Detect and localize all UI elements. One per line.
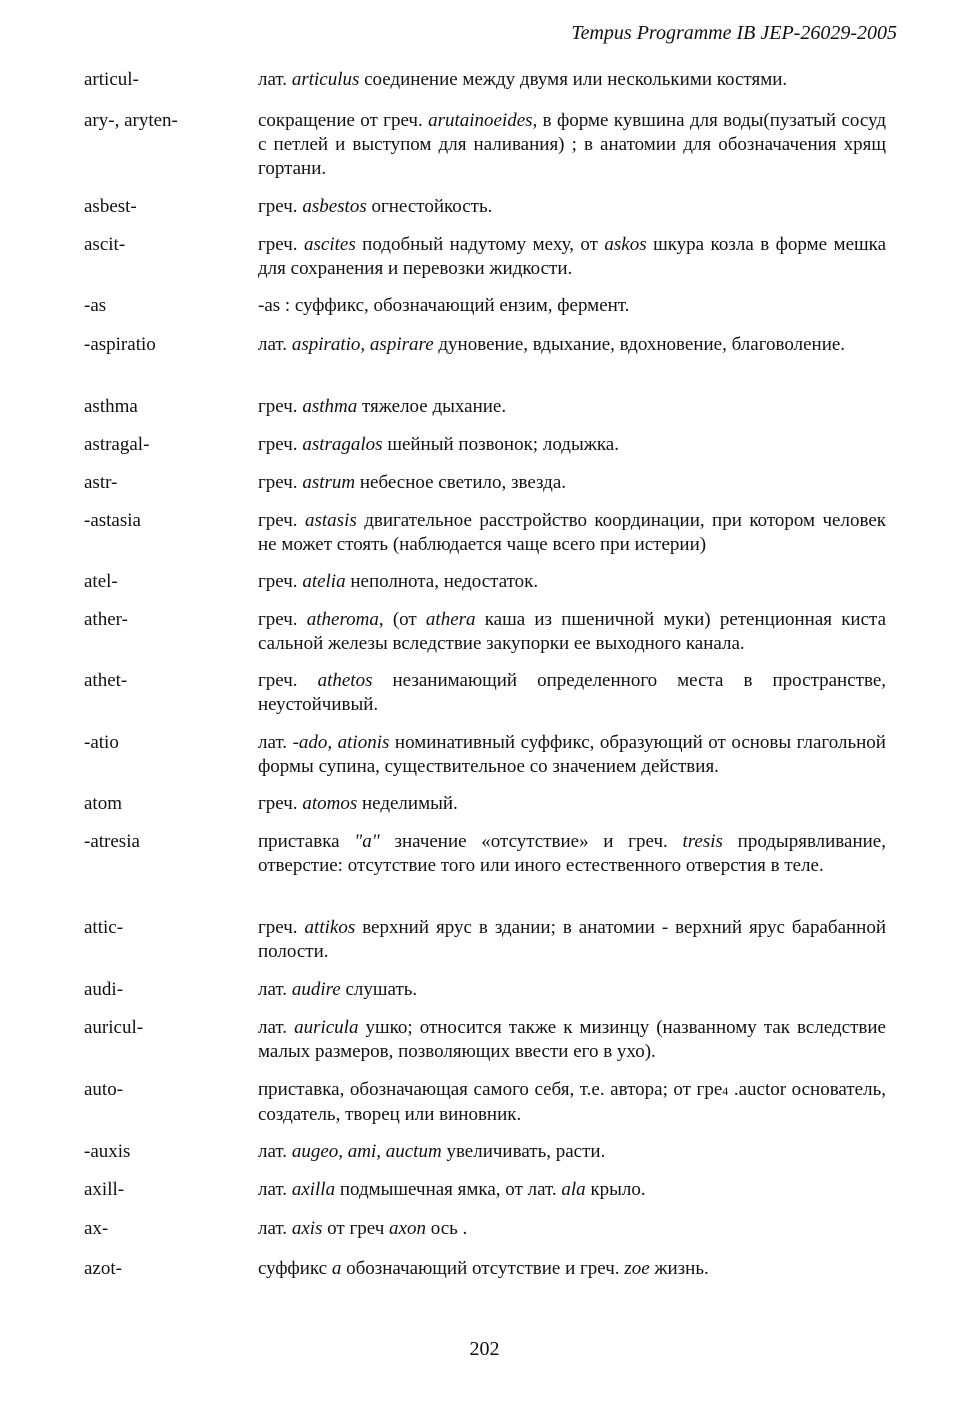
entry-definition bbox=[258, 570, 886, 594]
definition-text: жизнь. bbox=[649, 1258, 709, 1279]
entry-term: astr- bbox=[84, 472, 118, 493]
definition-latin-term: "а" bbox=[354, 831, 380, 852]
definition-text: греч. bbox=[258, 196, 303, 217]
definition-text: греч. bbox=[258, 510, 305, 531]
entry-definition bbox=[258, 195, 886, 219]
definition-text: греч. bbox=[258, 917, 305, 938]
entry-term: athet- bbox=[84, 670, 128, 691]
definition-latin-term: atheroma bbox=[306, 609, 379, 630]
definition-latin-term: zoe bbox=[624, 1258, 650, 1279]
definition-text: соединение между двумя или несколькими костями. bbox=[359, 69, 788, 90]
entry-term: -atio bbox=[84, 732, 119, 753]
definition-text: тяжелое дыхание. bbox=[357, 396, 507, 417]
definition-text: лат. bbox=[258, 69, 292, 90]
entry-definition bbox=[258, 1257, 886, 1281]
definition-text: суффикс bbox=[258, 1258, 332, 1279]
definition-latin-term: ascites bbox=[304, 234, 356, 255]
entry-term: asbest- bbox=[84, 196, 137, 217]
definition-text: приставка bbox=[258, 831, 355, 852]
definition-text: лат. bbox=[258, 334, 292, 355]
definition-text: крыло. bbox=[585, 1179, 646, 1200]
entry-definition bbox=[258, 1078, 886, 1127]
definition-text: обозначающий отсутствие и греч. bbox=[341, 1258, 625, 1279]
definition-latin-term: astasis bbox=[305, 510, 357, 531]
definition-latin-term: astragalos bbox=[302, 434, 383, 455]
entry-term: axill- bbox=[84, 1179, 125, 1200]
definition-text: огнестойкость. bbox=[366, 196, 493, 217]
definition-text: греч. bbox=[258, 472, 303, 493]
definition-text: -as : суффикс, обозначающий ензим, фермент. bbox=[258, 295, 630, 316]
definition-text: неделимый. bbox=[357, 793, 458, 814]
entry-term: atel- bbox=[84, 571, 118, 592]
entry-term: -astasia bbox=[84, 510, 141, 531]
definition-text: ось . bbox=[425, 1218, 468, 1239]
definition-text: дуновение, вдыхание, вдохновение, благоволение. bbox=[433, 334, 846, 355]
definition-latin-term: ala bbox=[561, 1179, 586, 1200]
definition-latin-term: axilla bbox=[291, 1179, 336, 1200]
definition-latin-term: astrum bbox=[302, 472, 356, 493]
definition-text: шкура козла в форме мешка для сохранения и перевозки жидкости. bbox=[258, 234, 887, 279]
definition-text: каша из пшеничной муки) ретенционная киста сальной железы вследствие закупорки ее выходного канала. bbox=[258, 609, 887, 654]
definition-text: двигательное расстройство координации, при котором человек не может стоять (наблюдается чаще всего при истерии) bbox=[258, 510, 886, 555]
entry-term: auto- bbox=[84, 1079, 124, 1100]
entry-definition bbox=[258, 731, 886, 779]
definition-text: греч. bbox=[258, 609, 307, 630]
entry-term: audi- bbox=[84, 979, 124, 1000]
entry-definition bbox=[258, 830, 886, 878]
definition-text: в форме кувшина для воды(пузатый сосуд с петлей и выступом для наливания) ; в анатомии для обозначачения хрящ гортани. bbox=[258, 110, 886, 179]
entry-term: -atresia bbox=[84, 831, 140, 852]
definition-latin-term: arutainoeides, bbox=[428, 110, 538, 131]
entry-term: ather- bbox=[84, 609, 128, 630]
entry-definition bbox=[258, 1140, 886, 1164]
definition-latin-term: auricula bbox=[294, 1017, 359, 1038]
definition-text: незанимающий определенного места в пространстве, неустойчивый. bbox=[258, 670, 886, 715]
entry-definition bbox=[258, 333, 886, 357]
definition-text: значение «отсутствие» и греч. bbox=[379, 831, 683, 852]
definition-text: лат. bbox=[258, 1179, 292, 1200]
entry-term: ax- bbox=[84, 1218, 109, 1239]
definition-latin-term: axis bbox=[291, 1218, 323, 1239]
definition-text: 4 bbox=[722, 1084, 729, 1098]
definition-text: греч. bbox=[258, 434, 303, 455]
definition-text: верхний ярус в здании; в анатомии - верхний ярус барабанной полости. bbox=[258, 917, 887, 962]
definition-latin-term: athetos bbox=[317, 670, 373, 691]
definition-text: подобный надутому меху, от bbox=[355, 234, 605, 255]
entry-term: attic- bbox=[84, 917, 124, 938]
entry-term: ary-, aryten- bbox=[84, 110, 178, 131]
entry-term: -as bbox=[84, 295, 107, 316]
entry-definition bbox=[258, 233, 886, 281]
definition-latin-term: audire bbox=[291, 979, 341, 1000]
entry-definition bbox=[258, 608, 886, 656]
definition-text: лат. bbox=[258, 979, 292, 1000]
definition-text: лат. bbox=[258, 1141, 292, 1162]
definition-text: греч. bbox=[258, 793, 303, 814]
definition-text: номинативный суффикс, образующий от основы глагольной формы супина, существительное со значением действия. bbox=[258, 732, 886, 777]
entry-definition bbox=[258, 792, 886, 816]
definition-latin-term: athera bbox=[425, 609, 476, 630]
definition-text: греч. bbox=[258, 234, 305, 255]
entry-definition bbox=[258, 109, 886, 181]
entry-definition bbox=[258, 1217, 886, 1241]
definition-text: греч. bbox=[258, 396, 303, 417]
definition-latin-term: articulus bbox=[291, 69, 360, 90]
definition-latin-term: tresis bbox=[682, 831, 723, 852]
definition-latin-term: -ado, ationis bbox=[292, 732, 390, 753]
entry-term: atom bbox=[84, 793, 122, 814]
entry-definition bbox=[258, 395, 886, 419]
definition-text: , (от bbox=[378, 609, 426, 630]
entry-term: auricul- bbox=[84, 1017, 144, 1038]
definition-text: шейный позвонок; лодыжка. bbox=[382, 434, 619, 455]
definition-text: от греч bbox=[322, 1218, 390, 1239]
definition-text: лат. bbox=[258, 732, 293, 753]
definition-text: подмышечная ямка, от лат. bbox=[335, 1179, 562, 1200]
definition-text: приставка, обозначающая самого себя, т.е. автора; от гре bbox=[258, 1079, 723, 1100]
definition-text: греч. bbox=[258, 670, 318, 691]
entry-term: articul- bbox=[84, 69, 139, 90]
definition-latin-term: а bbox=[331, 1258, 342, 1279]
entry-definition bbox=[258, 1016, 886, 1064]
entry-definition bbox=[258, 433, 886, 457]
definition-text: греч. bbox=[258, 571, 303, 592]
definition-text: ушко; относится также к мизинцу (названному так вследствие малых размеров, позволяющих ввести его в ухо). bbox=[258, 1017, 886, 1062]
running-header: Tempus Programme IB JEP-26029-2005 bbox=[571, 22, 897, 44]
entry-definition bbox=[258, 1178, 886, 1202]
definition-latin-term: askos bbox=[604, 234, 647, 255]
entry-term: asthma bbox=[84, 396, 138, 417]
entry-term: astragal- bbox=[84, 434, 150, 455]
entry-definition bbox=[258, 669, 886, 717]
entry-term: azot- bbox=[84, 1258, 122, 1279]
definition-latin-term: attikos bbox=[304, 917, 356, 938]
entry-definition bbox=[258, 978, 886, 1002]
definition-latin-term: atomos bbox=[302, 793, 358, 814]
page-number: 202 bbox=[469, 1338, 500, 1360]
entry-definition bbox=[258, 916, 886, 964]
definition-latin-term: asthma bbox=[302, 396, 358, 417]
entry-definition bbox=[258, 509, 886, 557]
entry-definition bbox=[258, 471, 886, 495]
definition-latin-term: axon bbox=[389, 1218, 426, 1239]
entry-definition bbox=[258, 68, 886, 92]
entry-term: -auxis bbox=[84, 1141, 131, 1162]
definition-text: лат. bbox=[258, 1017, 295, 1038]
definition-latin-term: aspiratio, aspirare bbox=[291, 334, 434, 355]
definition-text: слушать. bbox=[340, 979, 418, 1000]
definition-text: небесное светило, звезда. bbox=[355, 472, 567, 493]
definition-latin-term: asbestos bbox=[302, 196, 367, 217]
definition-text: неполнота, недостаток. bbox=[345, 571, 539, 592]
definition-latin-term: augeo, ami, auctum bbox=[291, 1141, 442, 1162]
entry-definition bbox=[258, 294, 886, 318]
definition-text: .auctor основатель, создатель, творец или виновник. bbox=[258, 1079, 886, 1125]
definition-text: сокращение от греч. bbox=[258, 110, 429, 131]
entry-term: -aspiratio bbox=[84, 334, 156, 355]
entry-term: ascit- bbox=[84, 234, 126, 255]
definition-text: продырявливание, отверстие: отсутствие того или иного естественного отверстия в теле. bbox=[258, 831, 886, 876]
definition-latin-term: atelia bbox=[302, 571, 346, 592]
definition-text: увеличивать, расти. bbox=[441, 1141, 606, 1162]
definition-text: лат. bbox=[258, 1218, 292, 1239]
